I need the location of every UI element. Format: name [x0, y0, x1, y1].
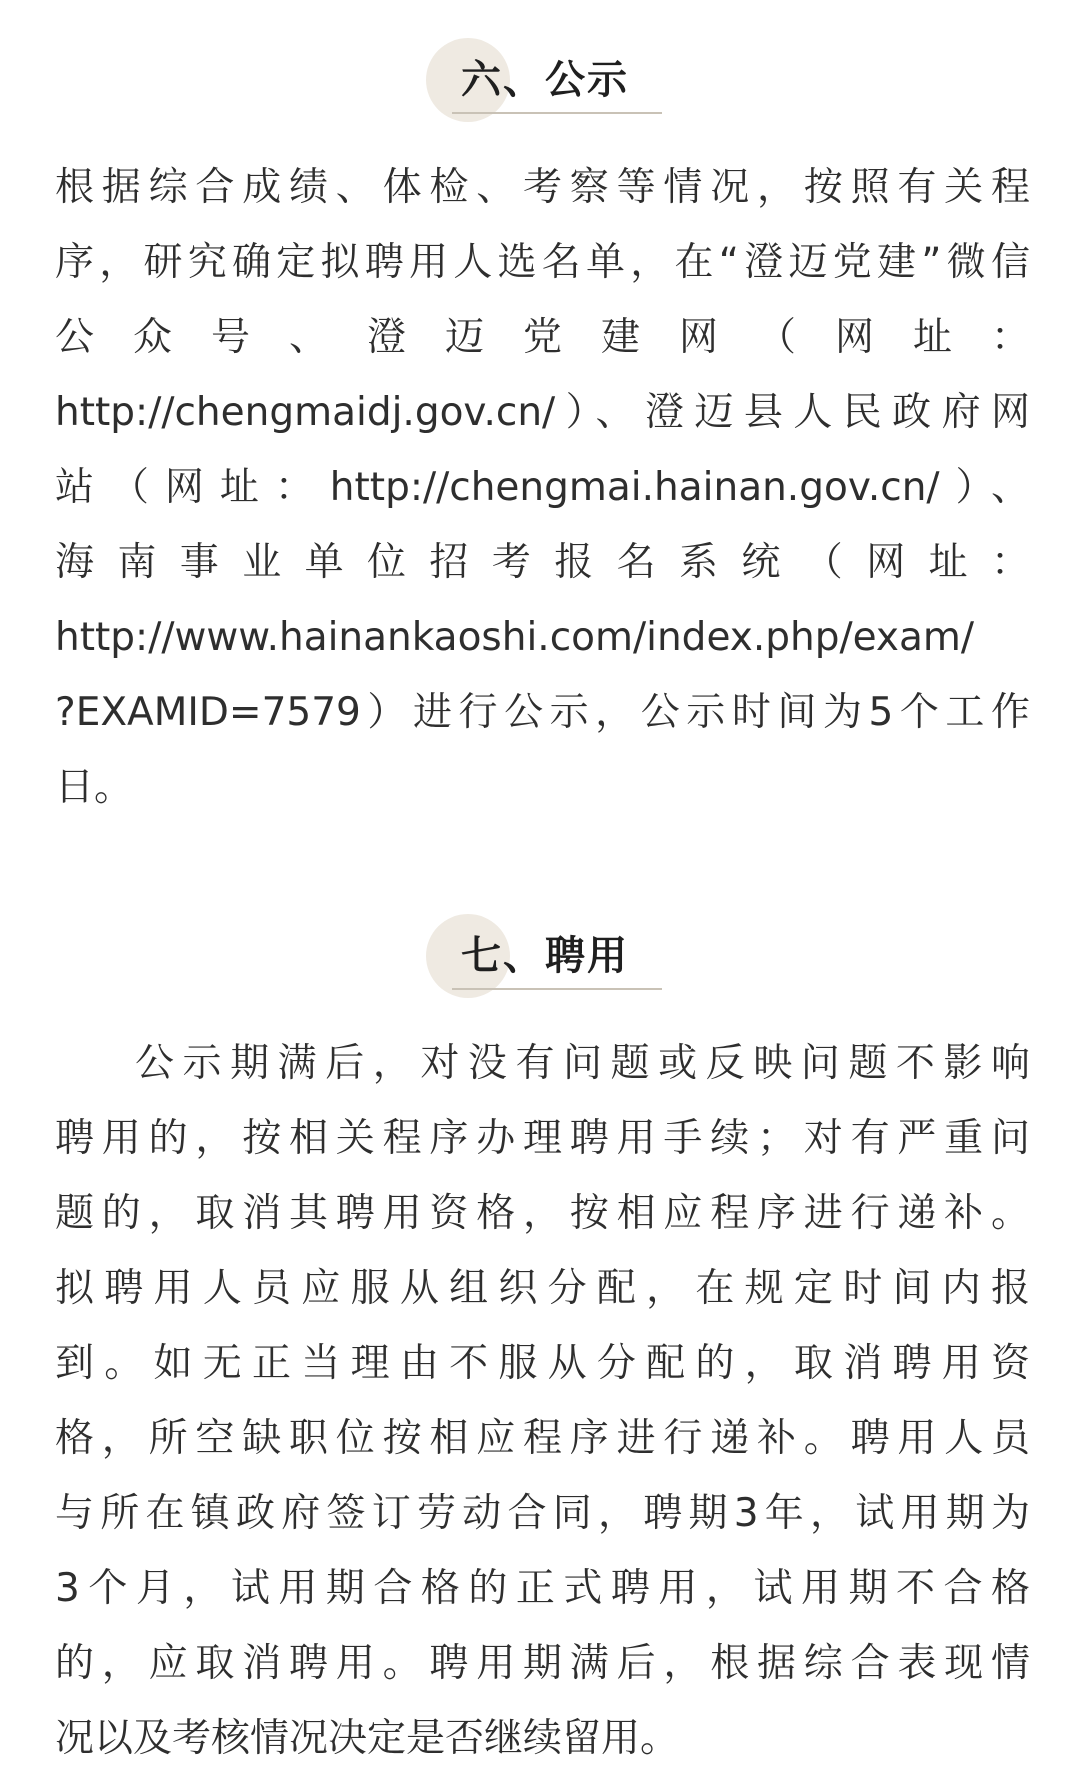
paragraph-line: 站（网址：http://chengmai.hainan.gov.cn/）、: [55, 465, 1030, 510]
section-6-paragraph: [55, 150, 1030, 825]
paragraph-line: 根据综合成绩、体检、考察等情况，按照有关程: [55, 165, 1030, 210]
paragraph-line: 海 南 事 业 单 位 招 考 报 名 系 统 （ 网 址 ：: [55, 540, 1030, 585]
section-6-heading: [0, 34, 1080, 124]
paragraph-line: 序，研究确定拟聘用人选名单，在“澄迈党建”微信: [55, 240, 1030, 285]
paragraph-line: http://www.hainankaoshi.com/index.php/exam/: [55, 615, 975, 660]
paragraph-line: 日。: [55, 765, 134, 810]
paragraph-line: 与所在镇政府签订劳动合同，聘期3年，试用期为: [55, 1491, 1030, 1536]
paragraph-line: 题的，取消其聘用资格，按相应程序进行递补。: [55, 1191, 1030, 1236]
paragraph-line: 3个月，试用期合格的正式聘用，试用期不合格: [55, 1566, 1030, 1611]
heading-underline: [452, 988, 662, 990]
section-7-heading: [0, 910, 1080, 1000]
paragraph-line: 公 众 号 、 澄 迈 党 建 网 （ 网 址 ：: [55, 315, 1030, 360]
section-7-title: 七、聘用: [461, 933, 629, 979]
paragraph-line: 公示期满后，对没有问题或反映问题不影响: [135, 1041, 1030, 1086]
paragraph-line: http://chengmaidj.gov.cn/）、澄迈县人民政府网: [55, 390, 1030, 435]
paragraph-line: 况以及考核情况决定是否继续留用。: [55, 1716, 680, 1761]
paragraph-line: 拟聘用人员应服从组织分配，在规定时间内报: [55, 1266, 1030, 1311]
section-6-title: 六、公示: [461, 57, 629, 103]
paragraph-line: ?EXAMID=7579）进行公示，公示时间为5个工作: [55, 690, 1030, 735]
paragraph-line: 的，应取消聘用。聘用期满后，根据综合表现情: [55, 1641, 1030, 1686]
heading-underline: [452, 112, 662, 114]
paragraph-line: 格，所空缺职位按相应程序进行递补。聘用人员: [55, 1416, 1030, 1461]
paragraph-line: 聘用的，按相关程序办理聘用手续；对有严重问: [55, 1116, 1030, 1161]
paragraph-line: 到。如无正当理由不服从分配的，取消聘用资: [55, 1341, 1030, 1386]
section-7-paragraph: [55, 1026, 1030, 1776]
